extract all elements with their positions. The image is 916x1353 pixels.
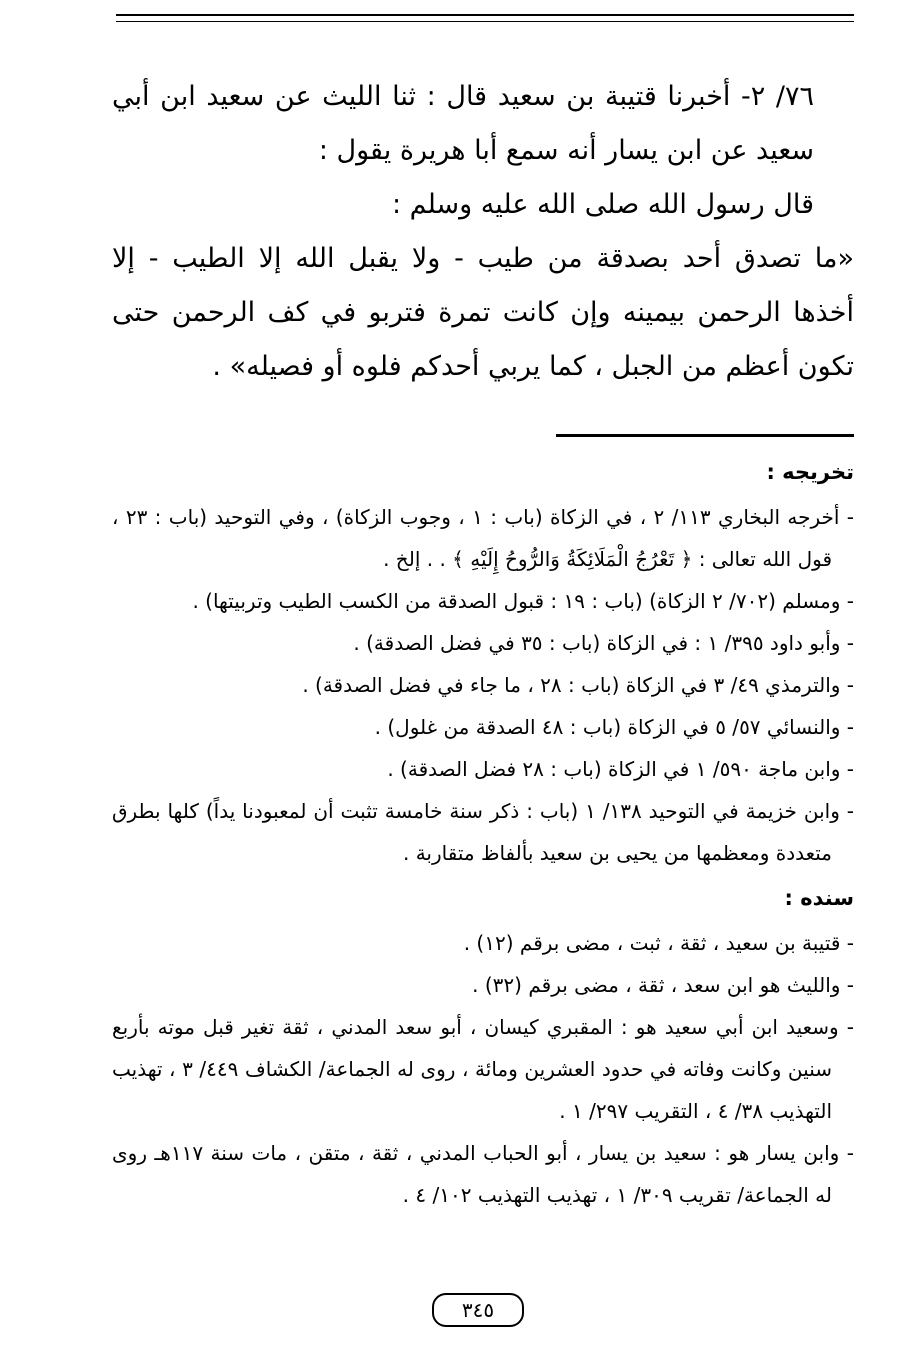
sanad-item-qutaybah: - قتيبة بن سعيد ، ثقة ، ثبت ، مضى برقم (١٢) . [463, 931, 854, 955]
takhrij-item-ibn-khuzaymah: - وابن خزيمة في التوحيد ١٣٨/ ١ (باب : ذكر سنة خامسة تثبت أن لمعبودنا يداً) كلها بطرق متعددة ومعظمها من يحيى بن سعيد بألفاظ متقاربة . [112, 799, 854, 865]
takhrij-item-bukhari: - أخرجه البخاري ١١٣/ ٢ ، في الزكاة (باب : ١ ، وجوب الزكاة) ، وفي التوحيد (باب : ٢٣ ، قول الله تعالى : ﴿ تَعْرُجُ الْمَلَائِكَةُ وَالرُّوحُ إِلَيْهِ ﴾ . . إلخ . [112, 505, 854, 571]
takhrij-heading: تخريجه : [766, 460, 854, 484]
sanad-item-said-maqburi: - وسعيد ابن أبي سعيد هو : المقبري كيسان ، أبو سعد المدني ، ثقة تغير قبل موته بأربع سنين وكانت وفاته في حدود العشرين ومائة ، روى له الجماعة/ الكشاف ٤٤٩/ ٣ ، تهذيب التهذيب ٣٨/ ٤ ، التقريب ٢٩٧/ ١ . [112, 1015, 854, 1123]
header-rule-top [116, 14, 854, 16]
hadith-isnad: ٧٦/ ٢- أخبرنا قتيبة بن سعيد قال : ثنا الليث عن سعيد ابن أبي سعيد عن ابن يسار أنه سمع أبا هريرة يقول : [112, 81, 814, 166]
takhrij-item-ibn-majah: - وابن ماجة ٥٩٠/ ١ في الزكاة (باب : ٢٨ فضل الصدقة) . [387, 757, 854, 781]
takhrij-item-abu-dawud: - وأبو داود ٣٩٥/ ١ : في الزكاة (باب : ٣٥ في فضل الصدقة) . [353, 631, 854, 655]
takhrij-item-nasai: - والنسائي ٥٧/ ٥ في الزكاة (باب : ٤٨ الصدقة من غلول) . [374, 715, 854, 739]
takhrij-item-tirmidhi: - والترمذي ٤٩/ ٣ في الزكاة (باب : ٢٨ ، ما جاء في فضل الصدقة) . [302, 673, 854, 697]
notes-block [112, 448, 854, 1216]
sanad-item-ibn-yasar: - وابن يسار هو : سعيد بن يسار ، أبو الحباب المدني ، ثقة ، متقن ، مات سنة ١١٧هـ روى له الجماعة/ تقريب ٣٠٩/ ١ ، تهذيب التهذيب ١٠٢/ ٤ . [112, 1141, 855, 1207]
hadith-text-block [112, 70, 854, 394]
footnote-separator [556, 434, 854, 437]
page-number: ٣٤٥ [432, 1293, 524, 1327]
sanad-item-layth: - والليث هو ابن سعد ، ثقة ، مضى برقم (٣٢) . [472, 973, 854, 997]
sanad-heading: سنده : [784, 886, 854, 910]
takhrij-item-muslim: - ومسلم (٧٠٢/ ٢ الزكاة) (باب : ١٩ : قبول الصدقة من الكسب الطيب وتربيتها) . [192, 589, 854, 613]
hadith-matn: «ما تصدق أحد بصدقة من طيب - ولا يقبل الله إلا الطيب - إلا أخذها الرحمن بيمينه وإن كانت تمرة فتربو في كف الرحمن حتى تكون أعظم من الجبل ، كما يربي أحدكم فلوه أو فصيله» . [112, 243, 854, 382]
header-rule-bottom [116, 21, 854, 22]
hadith-prophet-intro: قال رسول الله صلى الله عليه وسلم : [391, 189, 814, 220]
